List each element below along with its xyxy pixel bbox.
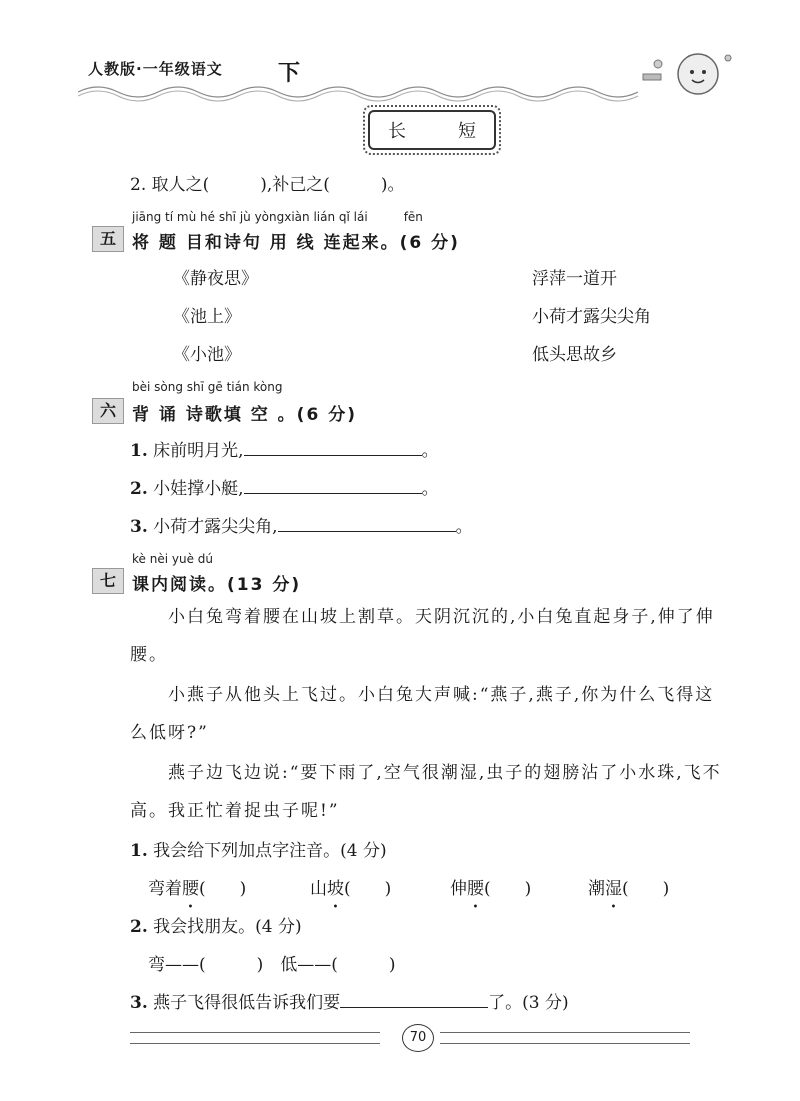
pinyin-answer-box-2[interactable]: ( ) [344,879,392,899]
pinyin-word-3: 伸腰( ) [450,879,532,899]
section7-number: 七 [92,568,124,594]
section6-title: 背 诵 诗歌填 空 。(6 分) [132,405,357,425]
question-1: 1. 我会给下列加点字注音。(4 分) [130,841,387,861]
section5-pinyin: jiāng tí mù hé shī jù yòngxiàn lián qǐ lái fēn [132,210,423,224]
poem-line-2: 小荷才露尖尖角 [532,307,651,327]
title-char-long: 长 [388,121,406,142]
section7-pinyin: kè nèi yuè dú [132,552,213,566]
reading-paragraph-1: 小白兔弯着腰在山坡上割草。天阴沉沉的,小白兔直起身子,伸了伸腰。 [130,607,715,665]
poem-line-3: 低头思故乡 [532,345,617,365]
pinyin-answer-box-4[interactable]: ( ) [622,879,670,899]
reading-paragraph-3: 燕子边飞边说:“要下雨了,空气很潮湿,虫子的翅膀沾了小水珠,飞不高。我正忙着捉虫子呢!” [130,763,722,821]
title-char-short: 短 [458,121,476,142]
fill-item-2: 2. 小娃撑小艇, 。 [130,479,439,499]
poem-line-1: 浮萍一道开 [532,269,617,289]
page-footer [130,1020,700,1060]
pinyin-answer-box-3[interactable]: ( ) [484,879,532,899]
section5-title: 将 题 目和诗句 用 线 连起来。(6 分) [132,233,460,253]
header-wave-decoration [78,80,638,104]
item-2-line: 2. 取人之( ),补己之( )。 [130,175,405,195]
pinyin-word-2: 山坡( ) [310,879,392,899]
volume-label: 下 [278,61,301,86]
section6-number: 六 [92,398,124,424]
question-2: 2. 我会找朋友。(4 分) [130,917,302,937]
question-3: 3. 燕子飞得很低告诉我们要 了。(3 分) [130,993,569,1013]
answer-blank-3[interactable] [278,517,456,532]
fill-item-3: 3. 小荷才露尖尖角, 。 [130,517,473,537]
pinyin-word-4: 潮湿( ) [588,879,670,899]
poem-title-1: 《静夜思》 [173,269,258,289]
section6-pinyin: bèi sòng shī gē tián kòng [132,380,283,394]
answer-blank-2[interactable] [244,479,422,494]
title-box [368,110,496,150]
reading-paragraph-2: 小燕子从他头上飞过。小白兔大声喊:“燕子,燕子,你为什么飞得这么低呀?” [130,685,715,743]
cartoon-character-icon [638,44,738,104]
page-number: 70 [402,1024,434,1052]
pinyin-word-1: 弯着腰( ) [148,879,247,899]
section7-title: 课内阅读。(13 分) [132,575,302,595]
fill-item-1: 1. 床前明月光, 。 [130,441,439,461]
section5-number: 五 [92,226,124,252]
pinyin-answer-box-1[interactable]: ( ) [199,879,247,899]
poem-title-3: 《小池》 [173,345,241,365]
answer-blank-q3[interactable] [340,993,488,1008]
footer-rule-right [440,1032,690,1044]
page-header [78,44,738,104]
antonym-pairs[interactable]: 弯——( ) 低——( ) [148,955,396,975]
poem-title-2: 《池上》 [173,307,241,327]
answer-blank-1[interactable] [244,441,422,456]
footer-rule-left [130,1032,380,1044]
book-title: 人教版·一年级语文 [88,60,223,78]
